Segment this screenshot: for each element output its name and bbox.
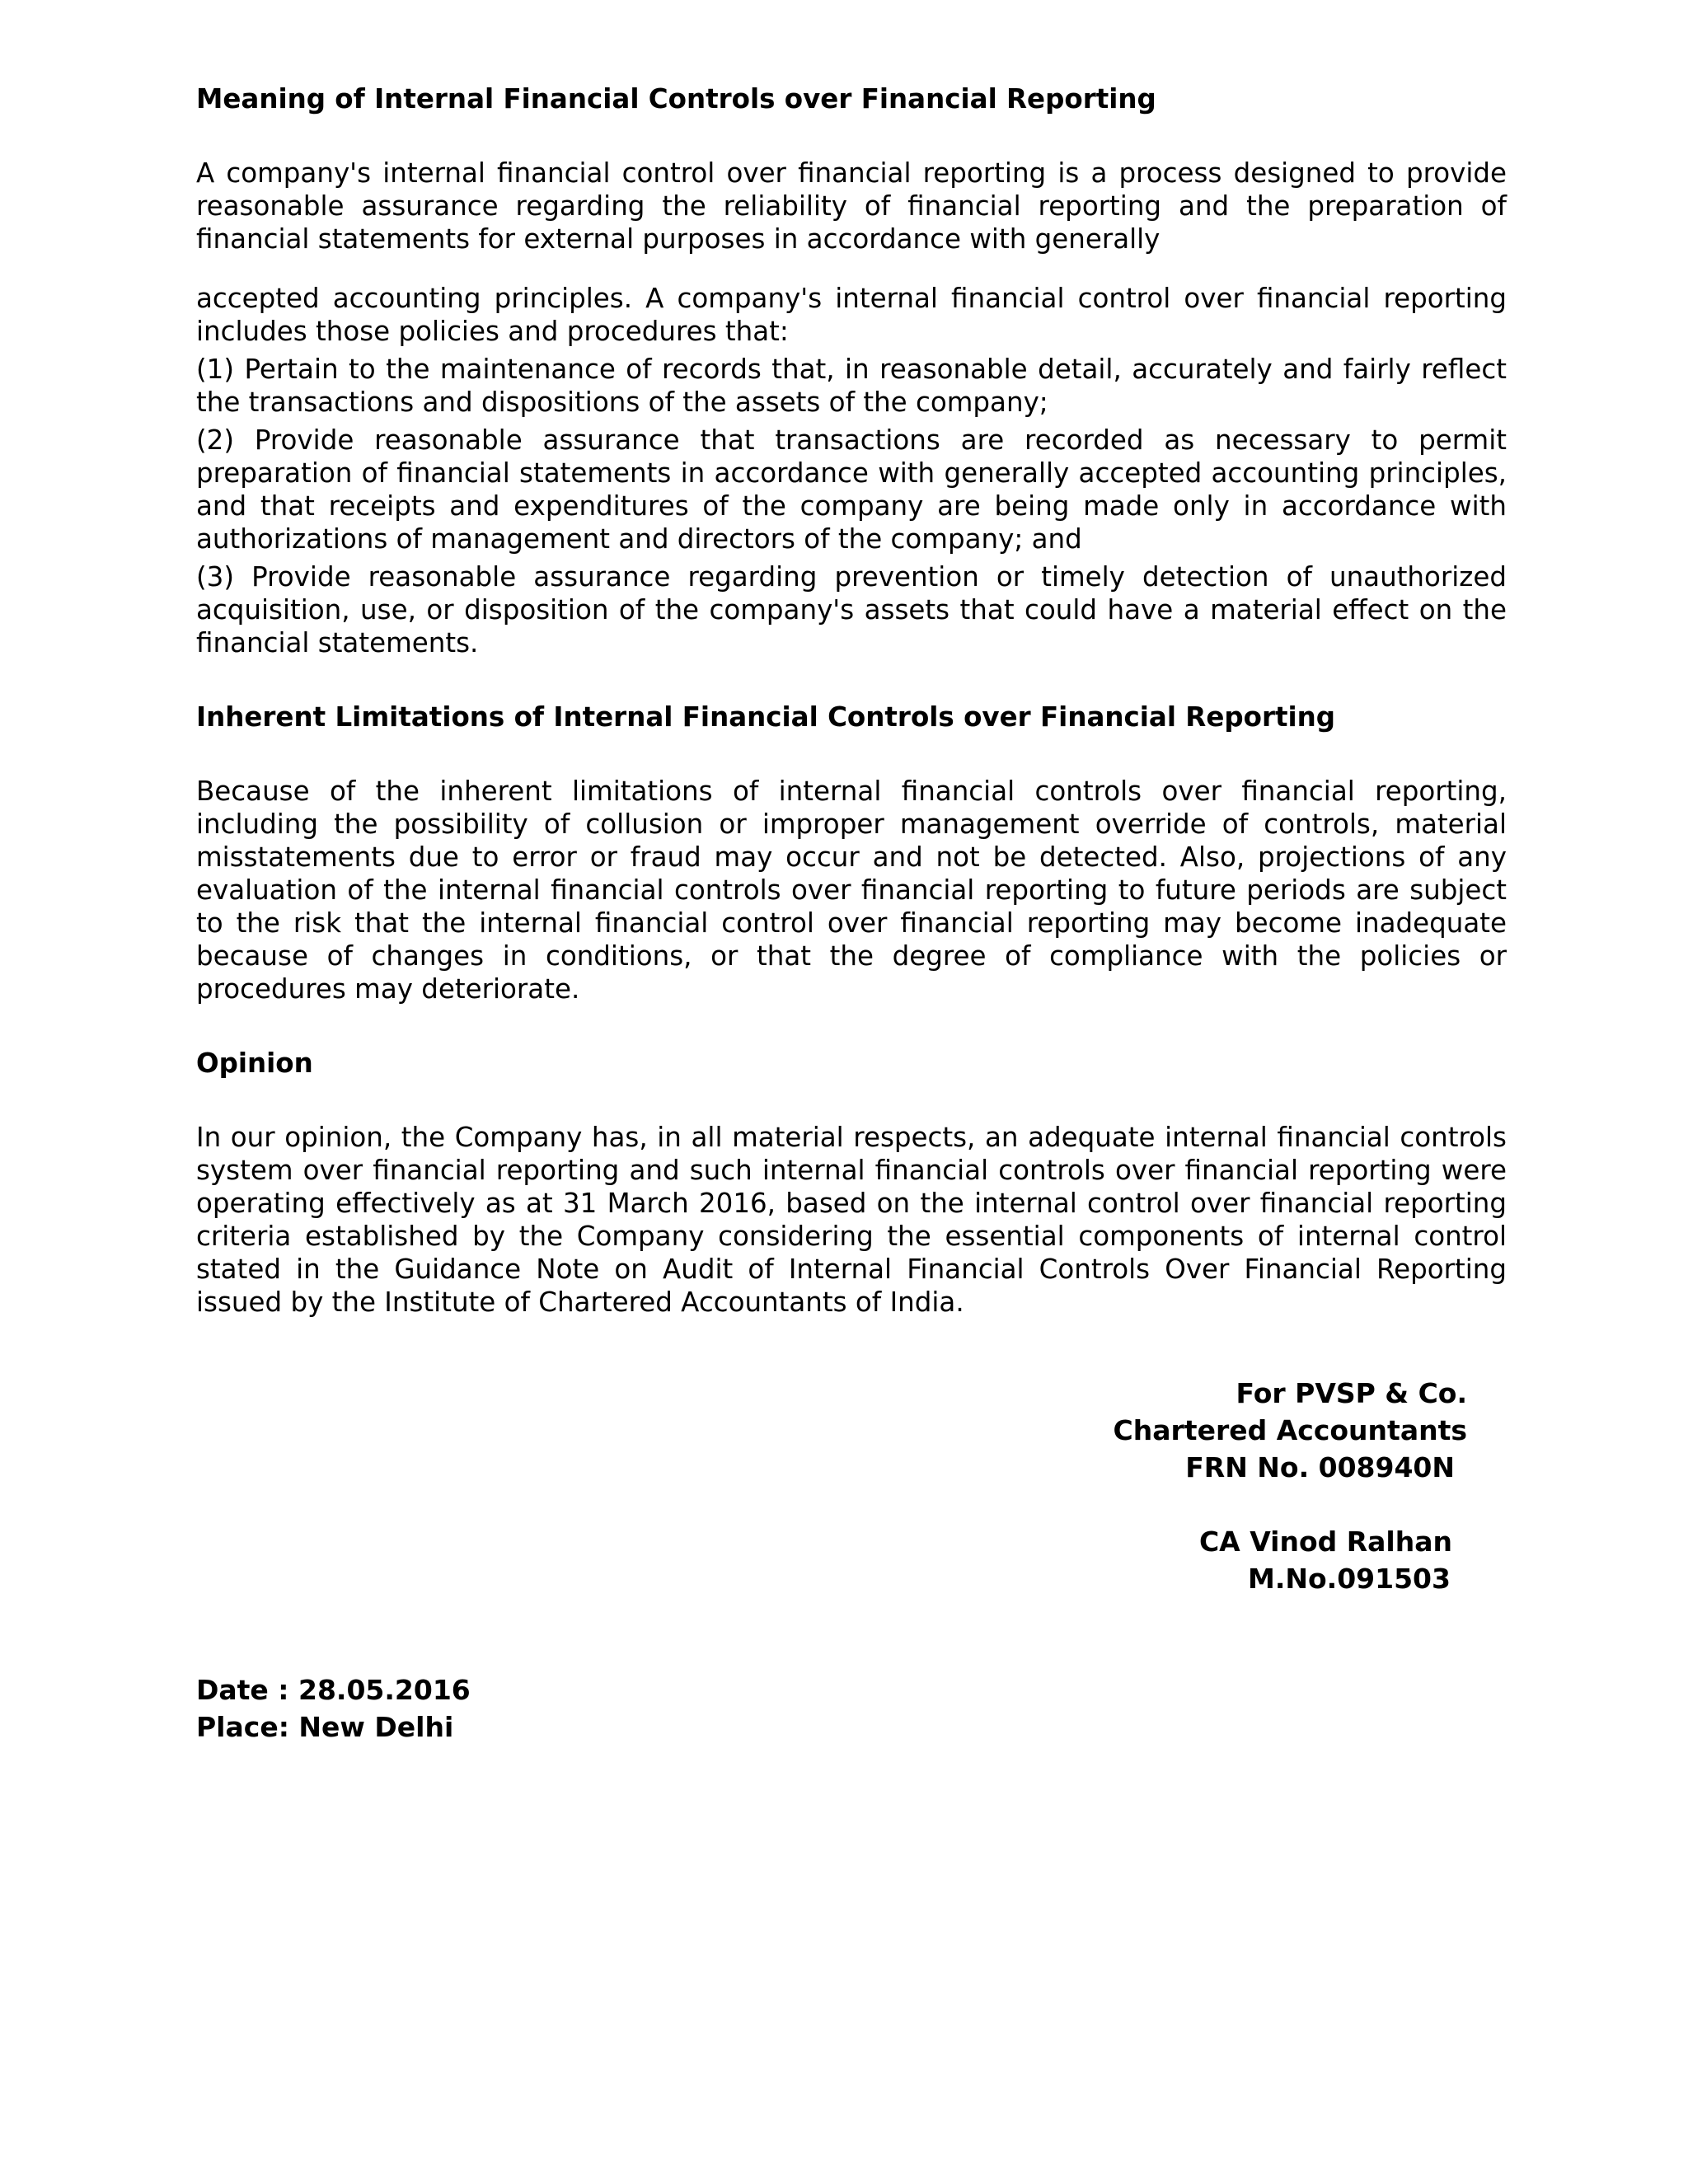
- limitations-heading: Inherent Limitations of Internal Financial Controls over Financial Reporting: [196, 701, 1336, 733]
- opinion-heading: Opinion: [196, 1047, 313, 1079]
- membership-number: M.No.091503: [1248, 1563, 1451, 1595]
- meaning-item-3: (3) Provide reasonable assurance regarding prevention or timely detection of unauthorized acquisition, use, or disposition of the company's assets that could have a material effect on the financial statements.: [196, 561, 1507, 658]
- meaning-paragraph-2: accepted accounting principles. A company's internal financial control over financial reporting includes those policies and procedures that:: [196, 283, 1507, 347]
- firm-name: For PVSP & Co.: [1236, 1377, 1467, 1409]
- firm-registration-number: FRN No. 008940N: [1185, 1451, 1455, 1483]
- date-place-block: [196, 1671, 471, 1746]
- signature-block: [948, 1375, 1467, 1597]
- report-body: [196, 82, 1507, 1319]
- meaning-item-1: (1) Pertain to the maintenance of records that, in reasonable detail, accurately and fairly reflect the transactions and dispositions of the assets of the company;: [196, 354, 1507, 418]
- meaning-paragraph-1: A company's internal financial control over financial reporting is a process designed to provide reasonable assurance regarding the reliability of financial reporting and the preparation of financial statements for external purposes in accordance with generally: [196, 157, 1507, 255]
- limitations-paragraph: Because of the inherent limitations of internal financial controls over financial reporting, including the possibility of collusion or improper management override of controls, material misstatements due to error or fraud may occur and not be detected. Also, projections of any evaluation of the internal financial controls over financial reporting to future periods are subject to the risk that the internal financial control over financial reporting may become inadequate because of changes in conditions, or that the degree of compliance with the policies or procedures may deteriorate.: [196, 776, 1507, 1005]
- opinion-paragraph: In our opinion, the Company has, in all material respects, an adequate internal financial controls system over financial reporting and such internal financial controls over financial reporting were operating effectively as at 31 March 2016, based on the internal control over financial reporting criteria established by the Company considering the essential components of internal control stated in the Guidance Note on Audit of Internal Financial Controls Over Financial Reporting issued by the Institute of Chartered Accountants of India.: [196, 1122, 1507, 1318]
- meaning-item-2: (2) Provide reasonable assurance that transactions are recorded as necessary to permit preparation of financial statements in accordance with generally accepted accounting principles, and that receipts and expenditures of the company are being made only in accordance with authorizations of management and directors of the company; and: [196, 424, 1507, 555]
- report-date: Date : 28.05.2016: [196, 1674, 471, 1706]
- report-place: Place: New Delhi: [196, 1711, 454, 1743]
- meaning-heading: Meaning of Internal Financial Controls over Financial Reporting: [196, 83, 1156, 115]
- signatory-name: CA Vinod Ralhan: [1198, 1526, 1452, 1558]
- firm-designation: Chartered Accountants: [1113, 1414, 1467, 1446]
